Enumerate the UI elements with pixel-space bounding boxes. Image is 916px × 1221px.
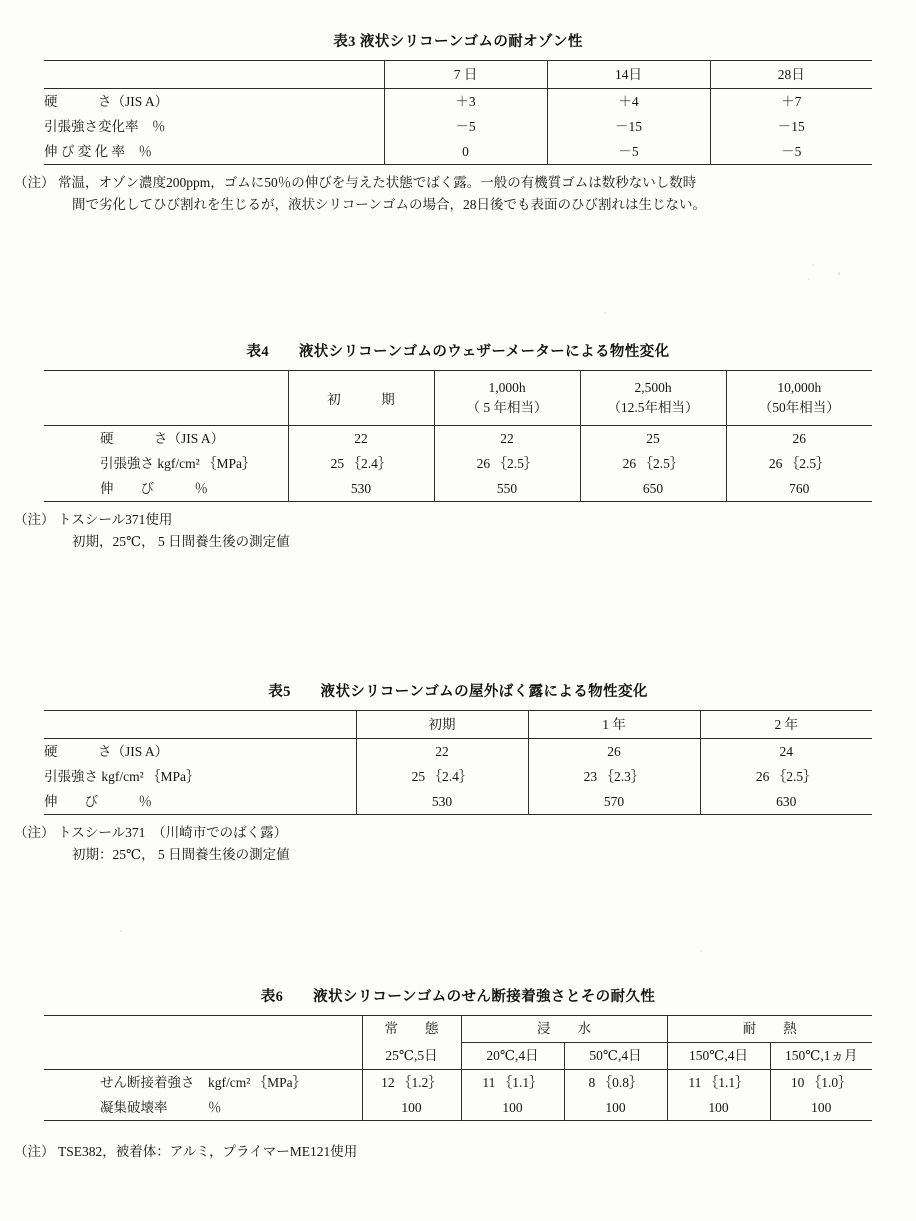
table6-cell-1-4: 100 xyxy=(770,1095,872,1121)
table4-col-2-line1: 2,500h xyxy=(634,380,672,395)
table-row xyxy=(44,789,872,815)
note-text: 常温，オゾン濃度200ppm，ゴムに50％の伸びを与えた状態でばく露。一般の有機質ゴムは数秒ないし数時 xyxy=(58,175,697,190)
table-row xyxy=(44,89,872,115)
table3-row-0-label: 硬 さ（JIS A） xyxy=(44,94,169,109)
table3-section xyxy=(0,30,916,216)
table3-cell-1-0: －5 xyxy=(384,114,547,139)
table4-col-3-line1: 10,000h xyxy=(777,380,822,395)
table6-cell-1-1: 100 xyxy=(461,1095,564,1121)
table4-cell-1-2: 26 ｛2.5｝ xyxy=(580,451,726,476)
scan-speck xyxy=(604,312,606,314)
table4-col-2-line2: （12.5年相当） xyxy=(607,400,699,415)
table6-group-header-row xyxy=(44,1016,872,1043)
table-row xyxy=(44,114,872,139)
table6-sub-2: 50℃,4日 xyxy=(564,1043,667,1070)
scan-speck xyxy=(120,930,122,932)
table6-group-2: 耐 熱 xyxy=(667,1016,872,1043)
table6-corner xyxy=(44,1016,362,1070)
table5-row-0-label: 硬 さ（JIS A） xyxy=(44,744,169,759)
table4-header-row xyxy=(44,371,872,426)
table6-cell-1-3: 100 xyxy=(667,1095,770,1121)
note-continuation: 間で劣化してひび割れを生じるが，液状シリコーンゴムの場合，28日後でも表面のひび割れは生じない。 xyxy=(72,196,706,212)
table6-cell-0-4: 10 ｛1.0｝ xyxy=(770,1070,872,1096)
table-row xyxy=(44,739,872,765)
table4-title: 表4 液状シリコーンゴムのウェザーメーターによる物性変化 xyxy=(246,344,670,360)
table6-group-0: 常 態 xyxy=(362,1016,461,1043)
table6-title: 表6 液状シリコーンゴムのせん断接着強さとその耐久性 xyxy=(260,989,656,1005)
table5-row-1-label: 引張強さ kgf/cm² ｛MPa｝ xyxy=(44,769,200,784)
table6-row-1-label: 凝集破壊率 ％ xyxy=(100,1100,222,1115)
table6-row-0-label: せん断接着強さ kgf/cm² ｛MPa｝ xyxy=(100,1075,307,1090)
table4-cell-2-0: 530 xyxy=(288,476,434,502)
table6-cell-0-3: 11 ｛1.1｝ xyxy=(667,1070,770,1096)
table5-cell-1-2: 26 ｛2.5｝ xyxy=(700,764,872,789)
table6-sub-4: 150℃,1ヵ月 xyxy=(770,1043,872,1070)
table4-cell-1-1: 26 ｛2.5｝ xyxy=(434,451,580,476)
table6-note xyxy=(0,1141,916,1163)
scan-speck xyxy=(700,950,702,952)
table5-cell-2-2: 630 xyxy=(700,789,872,815)
note-text: トスシール371 （川崎市でのばく露） xyxy=(58,825,288,840)
table5-header-row xyxy=(44,711,872,739)
table3-cell-0-1: ＋4 xyxy=(547,89,710,115)
table5 xyxy=(44,710,872,815)
table6-sub-0: 25℃,5日 xyxy=(362,1043,461,1070)
table4-col-3-line2: （50年相当） xyxy=(758,400,840,415)
table6-sub-1: 20℃,4日 xyxy=(461,1043,564,1070)
table3-cell-2-2: －5 xyxy=(710,139,872,165)
table5-col-1: 1 年 xyxy=(528,711,700,739)
note-continuation: 初期：25℃， 5 日間養生後の測定値 xyxy=(72,846,290,862)
table3-cell-1-1: －15 xyxy=(547,114,710,139)
table-row xyxy=(44,426,872,452)
table3-col-1: 14日 xyxy=(547,61,710,89)
table6-sub-3: 150℃,4日 xyxy=(667,1043,770,1070)
table4-cell-1-0: 25 ｛2.4｝ xyxy=(288,451,434,476)
table5-row-2-label: 伸 び ％ xyxy=(44,794,152,809)
table5-title: 表5 液状シリコーンゴムの屋外ばく露による物性変化 xyxy=(268,684,648,700)
table6-group-1: 浸 水 xyxy=(461,1016,667,1043)
scan-speck xyxy=(812,264,814,266)
table5-cell-0-2: 24 xyxy=(700,739,872,765)
table6 xyxy=(44,1015,872,1121)
note-continuation: 初期，25℃， 5 日間養生後の測定値 xyxy=(72,533,290,549)
note-marker: （注） xyxy=(14,1144,55,1159)
table5-section xyxy=(0,680,916,866)
table5-cell-1-0: 25 ｛2.4｝ xyxy=(356,764,528,789)
table5-cell-1-1: 23 ｛2.3｝ xyxy=(528,764,700,789)
table3 xyxy=(44,60,872,165)
note-marker: （注） xyxy=(14,175,55,190)
table-row xyxy=(44,764,872,789)
table4-cell-1-3: 26 ｛2.5｝ xyxy=(726,451,872,476)
note-marker: （注） xyxy=(14,512,55,527)
table4-cell-0-2: 25 xyxy=(580,426,726,452)
table3-cell-0-2: ＋7 xyxy=(710,89,872,115)
table3-col-2: 28日 xyxy=(710,61,872,89)
note-text: TSE382，被着体：アルミ，プライマーME121使用 xyxy=(58,1144,358,1159)
table4 xyxy=(44,370,872,502)
table3-cell-1-2: －15 xyxy=(710,114,872,139)
table3-col-0: 7 日 xyxy=(384,61,547,89)
table4-cell-2-2: 650 xyxy=(580,476,726,502)
table3-row-2-label: 伸 び 変 化 率 ％ xyxy=(44,144,152,159)
table3-row-1-label: 引張強さ変化率 ％ xyxy=(44,119,166,134)
table5-col-2: 2 年 xyxy=(700,711,872,739)
table-row xyxy=(44,476,872,502)
table4-cell-0-0: 22 xyxy=(288,426,434,452)
table5-note xyxy=(0,822,916,866)
table6-cell-1-2: 100 xyxy=(564,1095,667,1121)
table-row xyxy=(44,1095,872,1121)
table3-cell-2-1: －5 xyxy=(547,139,710,165)
table3-header-row xyxy=(44,61,872,89)
table6-cell-1-0: 100 xyxy=(362,1095,461,1121)
table3-title: 表3 液状シリコーンゴムの耐オゾン性 xyxy=(333,34,583,50)
table4-col-0-line1: 初 期 xyxy=(327,392,395,407)
table4-col-2 xyxy=(580,371,726,426)
table3-note xyxy=(0,172,916,216)
table-row xyxy=(44,1070,872,1096)
table4-row-2-label: 伸 び ％ xyxy=(100,481,208,496)
table4-row-0-label: 硬 さ（JIS A） xyxy=(100,431,225,446)
table3-corner xyxy=(44,61,384,89)
table-row xyxy=(44,451,872,476)
table3-cell-2-0: 0 xyxy=(384,139,547,165)
table5-cell-0-1: 26 xyxy=(528,739,700,765)
table4-col-1-line1: 1,000h xyxy=(488,380,526,395)
note-text: トスシール371使用 xyxy=(58,512,173,527)
table6-section xyxy=(0,985,916,1163)
table5-cell-0-0: 22 xyxy=(356,739,528,765)
table4-col-0 xyxy=(288,371,434,426)
table4-cell-2-3: 760 xyxy=(726,476,872,502)
table4-col-3 xyxy=(726,371,872,426)
table-row xyxy=(44,139,872,165)
table6-cell-0-2: 8 ｛0.8｝ xyxy=(564,1070,667,1096)
table5-corner xyxy=(44,711,356,739)
table6-cell-0-1: 11 ｛1.1｝ xyxy=(461,1070,564,1096)
scan-speck xyxy=(838,272,840,275)
table5-col-0: 初期 xyxy=(356,711,528,739)
table4-col-1-line2: （ 5 年相当） xyxy=(466,400,548,415)
table4-cell-0-3: 26 xyxy=(726,426,872,452)
table4-cell-0-1: 22 xyxy=(434,426,580,452)
table4-corner xyxy=(44,371,288,426)
table6-cell-0-0: 12 ｛1.2｝ xyxy=(362,1070,461,1096)
table4-note xyxy=(0,509,916,553)
table5-cell-2-0: 530 xyxy=(356,789,528,815)
table3-cell-0-0: ＋3 xyxy=(384,89,547,115)
table4-section xyxy=(0,340,916,553)
scan-speck xyxy=(808,278,810,280)
table5-cell-2-1: 570 xyxy=(528,789,700,815)
note-marker: （注） xyxy=(14,825,55,840)
table4-row-1-label: 引張強さ kgf/cm² ｛MPa｝ xyxy=(100,456,256,471)
table4-cell-2-1: 550 xyxy=(434,476,580,502)
table4-col-1 xyxy=(434,371,580,426)
